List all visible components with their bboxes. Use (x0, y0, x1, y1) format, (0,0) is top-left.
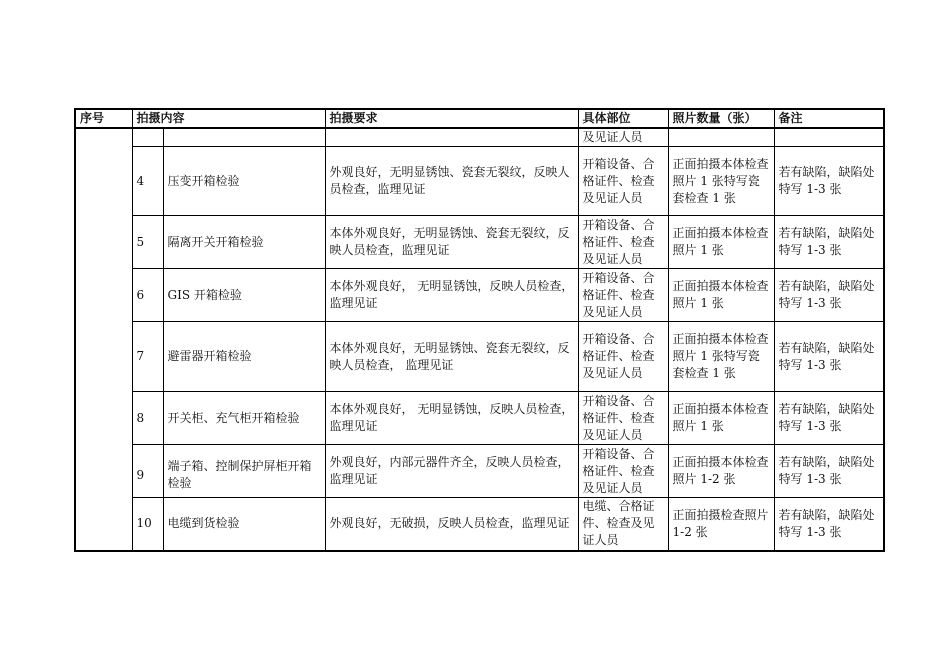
row-remark: 若有缺陷，缺陷处特写 1-3 张 (774, 322, 884, 392)
row-content: 避雷器开箱检验 (163, 322, 325, 392)
row-number: 4 (132, 147, 163, 216)
table-row (75, 445, 884, 498)
inspection-photo-table (74, 108, 885, 552)
table-row (75, 216, 884, 269)
table-row (75, 392, 884, 445)
seq-column-blank (75, 128, 132, 551)
header-photos: 照片数量（张） (668, 109, 774, 128)
table-row (75, 498, 884, 551)
row-photos: 正面拍摄本体检查照片 1 张特写瓷套检查 1 张 (668, 322, 774, 392)
row-content: 端子箱、控制保护屏柜开箱检验 (163, 445, 325, 498)
row-content: 开关柜、充气柜开箱检验 (163, 392, 325, 445)
table-header-row (75, 109, 884, 128)
row-number: 7 (132, 322, 163, 392)
header-remark: 备注 (774, 109, 884, 128)
row-requirement: 外观良好，无破损，反映人员检查，监理见证 (325, 498, 578, 551)
row-requirement: 外观良好，内部元器件齐全，反映人员检查，监理见证 (325, 445, 578, 498)
row-remark: 若有缺陷，缺陷处特写 1-3 张 (774, 147, 884, 216)
table-row (75, 269, 884, 322)
row-number: 10 (132, 498, 163, 551)
row-remark: 若有缺陷，缺陷处特写 1-3 张 (774, 498, 884, 551)
row-requirement: 本体外观良好，无明显锈蚀、瓷套无裂纹，反映人员检查， 监理见证 (325, 322, 578, 392)
row-location: 开箱设备、合格证件、检查及见证人员 (578, 269, 668, 322)
row-photos: 正面拍摄本体检查照片 1 张 (668, 392, 774, 445)
row-remark: 若有缺陷，缺陷处特写 1-3 张 (774, 269, 884, 322)
row-requirement: 本体外观良好， 无明显锈蚀，反映人员检查， 监理见证 (325, 392, 578, 445)
row-location: 电缆、合格证件、检查及见证人员 (578, 498, 668, 551)
row-content: 隔离开关开箱检验 (163, 216, 325, 269)
table-row (75, 322, 884, 392)
row-location: 开箱设备、合格证件、检查及见证人员 (578, 147, 668, 216)
row-requirement: 本体外观良好， 无明显锈蚀，反映人员检查， 监理见证 (325, 269, 578, 322)
row-photos: 正面拍摄本体检查照片 1 张 (668, 269, 774, 322)
header-requirement: 拍摄要求 (325, 109, 578, 128)
row-number: 9 (132, 445, 163, 498)
header-location: 具体部位 (578, 109, 668, 128)
row-location: 开箱设备、合格证件、检查及见证人员 (578, 392, 668, 445)
row-photos: 正面拍摄检查照片 1-2 张 (668, 498, 774, 551)
row-content: 压变开箱检验 (163, 147, 325, 216)
row-location: 开箱设备、合格证件、检查及见证人员 (578, 445, 668, 498)
table-row (75, 147, 884, 216)
row-remark: 若有缺陷，缺陷处特写 1-3 张 (774, 392, 884, 445)
row-remark: 若有缺陷，缺陷处特写 1-3 张 (774, 445, 884, 498)
continuation-row (75, 128, 884, 147)
row-location: 开箱设备、合格证件、检查及见证人员 (578, 322, 668, 392)
row-number: 6 (132, 269, 163, 322)
row-remark: 若有缺陷，缺陷处特写 1-3 张 (774, 216, 884, 269)
row-requirement: 外观良好，无明显锈蚀、瓷套无裂纹，反映人员检查，监理见证 (325, 147, 578, 216)
header-seq: 序号 (75, 109, 132, 128)
header-content: 拍摄内容 (132, 109, 325, 128)
row-content: 电缆到货检验 (163, 498, 325, 551)
row-location: 开箱设备、合格证件、检查及见证人员 (578, 216, 668, 269)
row-photos: 正面拍摄本体检查照片 1 张 (668, 216, 774, 269)
row-photos: 正面拍摄本体检查照片 1-2 张 (668, 445, 774, 498)
row-content: GIS 开箱检验 (163, 269, 325, 322)
continuation-text: 及见证人员 (578, 128, 668, 147)
row-requirement: 本体外观良好，无明显锈蚀、瓷套无裂纹，反映人员检查，监理见证 (325, 216, 578, 269)
row-photos: 正面拍摄本体检查照片 1 张特写瓷套检查 1 张 (668, 147, 774, 216)
row-number: 5 (132, 216, 163, 269)
row-number: 8 (132, 392, 163, 445)
